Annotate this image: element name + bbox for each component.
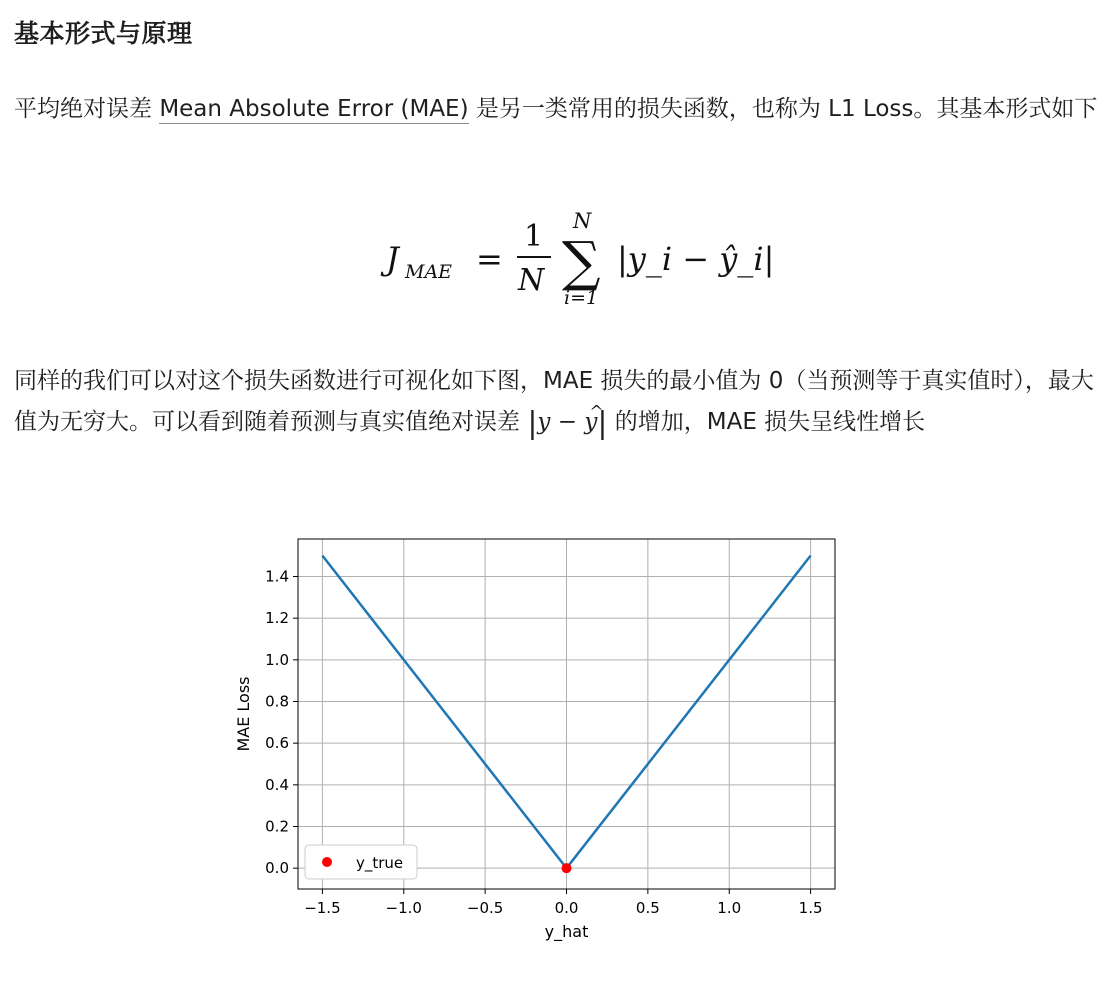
y-tick-label: 0.0 — [265, 859, 289, 878]
x-tick-label: 0.5 — [635, 899, 660, 917]
x-axis-label: y_hat — [544, 922, 589, 941]
legend-label: y_true — [356, 854, 404, 872]
inline-y: y — [537, 409, 551, 435]
formula-sum-upper: N — [573, 209, 592, 233]
x-tick-label: 1.5 — [798, 899, 823, 917]
legend-marker — [322, 857, 332, 867]
inline-yhat: ^ y — [584, 402, 597, 443]
x-tick-label: 1.0 — [717, 899, 742, 917]
abs-bar-right: | — [597, 406, 608, 441]
description-part1: 同样的我们可以对这个损失函数进行可视化如下图，MAE 损失的最小值为 0（当预测等于真实值时），最大值为无穷大。可以看到随着预测与真实值绝对误差 — [14, 368, 1094, 435]
x-tick-label: −1.5 — [304, 899, 341, 917]
intro-paragraph — [14, 89, 1108, 130]
y-tick-label: 0.4 — [265, 775, 289, 794]
formula-lhs-sub: MAE — [405, 261, 453, 283]
mae-loss-chart — [222, 528, 842, 948]
mae-formula — [0, 198, 1119, 318]
description-paragraph — [14, 361, 1108, 444]
x-tick-label: −1.0 — [385, 899, 422, 917]
y-tick-label: 0.2 — [265, 817, 289, 836]
section-title: 基本形式与原理 — [14, 19, 193, 48]
formula-sum-symbol: ∑ — [562, 230, 601, 293]
y-tick-label: 0.8 — [265, 692, 289, 711]
formula-equals: = — [476, 240, 503, 278]
x-tick-label: 0.0 — [554, 899, 579, 917]
intro-suffix: 是另一类常用的损失函数，也称为 L1 Loss。其基本形式如下 — [468, 96, 1098, 122]
y-axis-label: MAE Loss — [234, 676, 253, 752]
description-part2: 的增加，MAE 损失呈线性增长 — [607, 409, 926, 435]
x-tick-label: −0.5 — [466, 899, 504, 917]
formula-lhs: J — [386, 240, 399, 278]
abs-bar-left: | — [527, 406, 538, 441]
formula-denominator: N — [518, 263, 545, 298]
formula-body: |y_i − ŷ_i| — [617, 240, 775, 278]
intro-prefix: 平均绝对误差 — [14, 96, 160, 122]
inline-minus: − — [550, 409, 585, 435]
y-tick-label: 0.6 — [265, 734, 289, 753]
y-tick-label: 1.0 — [265, 650, 289, 669]
y-tick-label: 1.4 — [265, 567, 289, 586]
formula-sum-lower: i=1 — [564, 287, 599, 309]
y-true-point — [562, 863, 572, 873]
mae-link[interactable]: Mean Absolute Error (MAE) — [159, 96, 469, 122]
formula-numerator: 1 — [524, 219, 544, 254]
inline-abs-error — [527, 406, 608, 441]
y-tick-label: 1.2 — [265, 609, 289, 628]
